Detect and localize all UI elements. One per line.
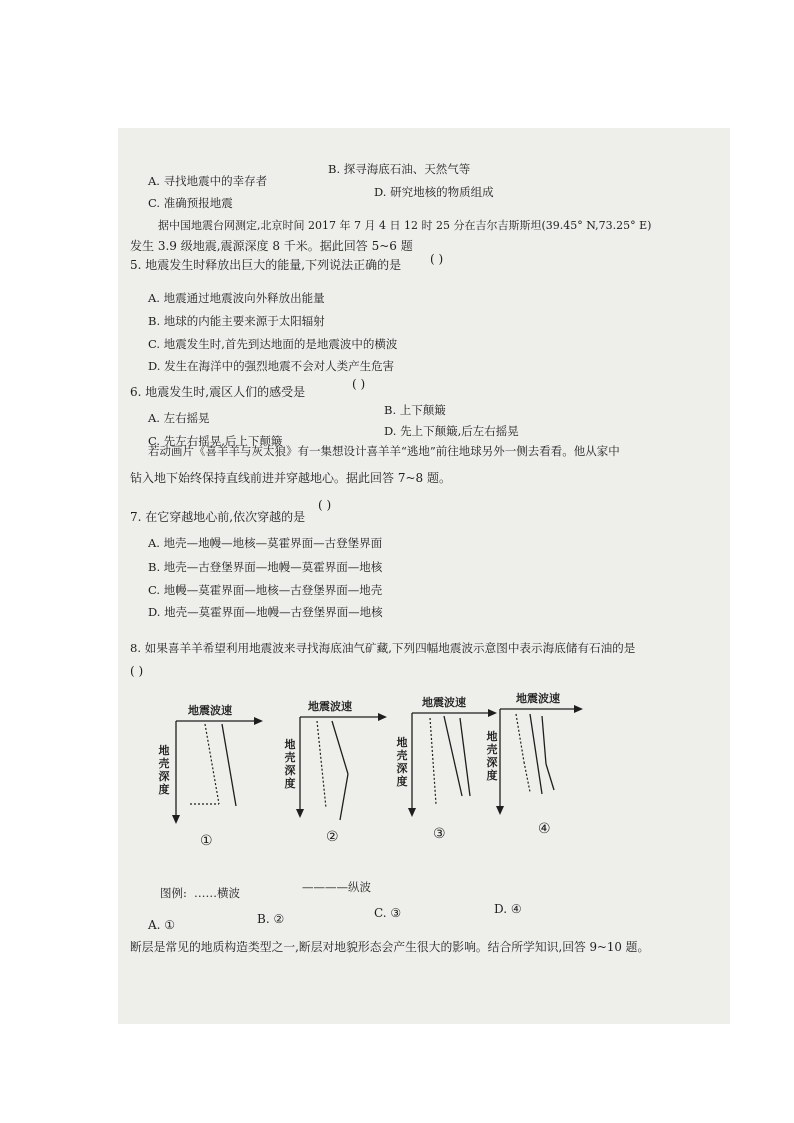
transverse-wave-line <box>317 721 326 808</box>
depth-axis-arrow <box>296 809 304 818</box>
q8-stem: 8. 如果喜羊羊希望利用地震波来寻找海底油气矿藏,下列四幅地震波示意图中表示海底储有石油的是 <box>130 641 636 655</box>
q7-option-a: A. 地壳—地幔—地核—莫霍界面—古登堡界面 <box>148 536 383 550</box>
q4-option-c: C. 准确预报地震 <box>148 196 233 210</box>
passage-fault: 断层是常见的地质构造类型之一,断层对地貌形态会产生很大的影响。结合所学知识,回答 9~10 题。 <box>130 940 650 954</box>
q6-answer-paren: ( ) <box>352 377 366 391</box>
q7-option-d: D. 地壳—莫霍界面—地幔—古登堡界面—地核 <box>148 605 383 619</box>
seismic-diagram-2-graphic <box>288 696 398 826</box>
q8-option-a: A. ① <box>148 918 176 932</box>
longitudinal-wave-line <box>530 714 542 794</box>
seismic-diagram-2 <box>284 696 398 846</box>
passage-xiyangyang-line2: 钻入地下始终保持直线前进并穿越地心。据此回答 7~8 题。 <box>130 471 451 485</box>
passage-xiyangyang-line1: 若动画片《喜羊羊与灰太狼》有一集想设计喜羊羊“逃地”前往地球另外一侧去看看。他从家中 <box>148 444 620 458</box>
velocity-axis-arrow <box>378 713 387 721</box>
seismic-diagram-1-graphic <box>160 700 270 830</box>
axis-y-label: 地壳深度 <box>486 730 498 782</box>
depth-axis-arrow <box>172 815 180 824</box>
transverse-wave-line <box>430 718 436 804</box>
q5-option-d: D. 发生在海洋中的强烈地震不会对人类产生危害 <box>148 359 395 373</box>
velocity-axis-arrow <box>254 717 263 725</box>
seismic-diagram-1 <box>160 700 270 850</box>
q8-option-c: C. ③ <box>374 906 402 920</box>
q7-option-c: C. 地幔—莫霍界面—地核—古登堡界面—地壳 <box>148 583 383 597</box>
diagram-number-4: ④ <box>538 821 551 837</box>
depth-axis-arrow <box>408 808 416 817</box>
q5-option-b: B. 地球的内能主要来源于太阳辐射 <box>148 314 325 328</box>
q5-option-a: A. 地震通过地震波向外释放出能量 <box>148 291 325 305</box>
q7-stem: 7. 在它穿越地心前,依次穿越的是 <box>130 510 306 524</box>
seismic-diagram-4-graphic <box>492 688 602 818</box>
longitudinal-wave-drop <box>340 774 348 820</box>
axis-x-label: 地震波速 <box>516 692 560 705</box>
q6-option-b: B. 上下颠簸 <box>384 403 446 417</box>
q5-option-c: C. 地震发生时,首先到达地面的是地震波中的横波 <box>148 337 398 351</box>
longitudinal-wave-line-2 <box>460 718 470 796</box>
longitudinal-wave-upper <box>542 716 546 764</box>
passage-earthquake-line1: 据中国地震台网测定,北京时间 2017 年 7 月 4 日 12 时 25 分在吉尔吉斯斯坦(39.45° N,73.25° E) <box>158 219 652 232</box>
q7-answer-paren: ( ) <box>318 498 332 512</box>
passage-earthquake-line2: 发生 3.9 级地震,震源深度 8 千米。据此回答 5~6 题 <box>130 239 413 253</box>
transverse-wave-line <box>205 724 219 804</box>
axis-y-label: 地壳深度 <box>396 736 408 788</box>
q5-answer-paren: ( ) <box>430 252 444 266</box>
legend-prefix: 图例: <box>160 886 187 900</box>
q7-option-b: B. 地壳—古登堡界面—地幔—莫霍界面—地核 <box>148 560 383 574</box>
axis-x-label: 地震波速 <box>308 700 352 713</box>
transverse-wave-lower <box>524 762 530 792</box>
q6-option-c: C. 先左右摇晃,后上下颠簸 <box>148 434 283 448</box>
axis-x-label: 地震波速 <box>188 704 232 717</box>
depth-axis-arrow <box>496 806 504 815</box>
longitudinal-wave-line <box>222 724 236 806</box>
seismic-diagram-4 <box>486 688 602 838</box>
velocity-axis-arrow <box>574 705 583 713</box>
diagram-number-2: ② <box>326 829 339 845</box>
axis-x-label: 地震波速 <box>422 696 466 709</box>
q5-stem: 5. 地震发生时释放出巨大的能量,下列说法正确的是 <box>130 258 402 272</box>
axis-y-label: 地壳深度 <box>284 738 296 790</box>
diagram-number-3: ③ <box>433 826 446 842</box>
legend-longitudinal-wave: ————纵波 <box>302 880 371 894</box>
q6-option-d: D. 先上下颠簸,后左右摇晃 <box>384 424 519 438</box>
transverse-wave-line <box>516 714 524 762</box>
q8-option-b: B. ② <box>257 912 285 926</box>
q6-option-a: A. 左右摇晃 <box>148 411 210 425</box>
axis-y-label: 地壳深度 <box>158 744 170 796</box>
longitudinal-wave-lower <box>546 764 554 790</box>
q4-option-a: A. 寻找地震中的幸存者 <box>148 174 268 188</box>
diagram-number-1: ① <box>200 833 213 849</box>
longitudinal-wave-line <box>332 721 348 774</box>
q4-option-b: B. 探寻海底石油、天然气等 <box>328 162 471 176</box>
longitudinal-wave-line <box>444 716 462 796</box>
q8-answer-paren: ( ) <box>130 664 144 678</box>
legend-transverse-wave: ……横波 <box>194 886 240 900</box>
q8-option-d: D. ④ <box>494 902 522 916</box>
q4-option-d: D. 研究地核的物质组成 <box>374 185 494 199</box>
q6-stem: 6. 地震发生时,震区人们的感受是 <box>130 385 306 399</box>
